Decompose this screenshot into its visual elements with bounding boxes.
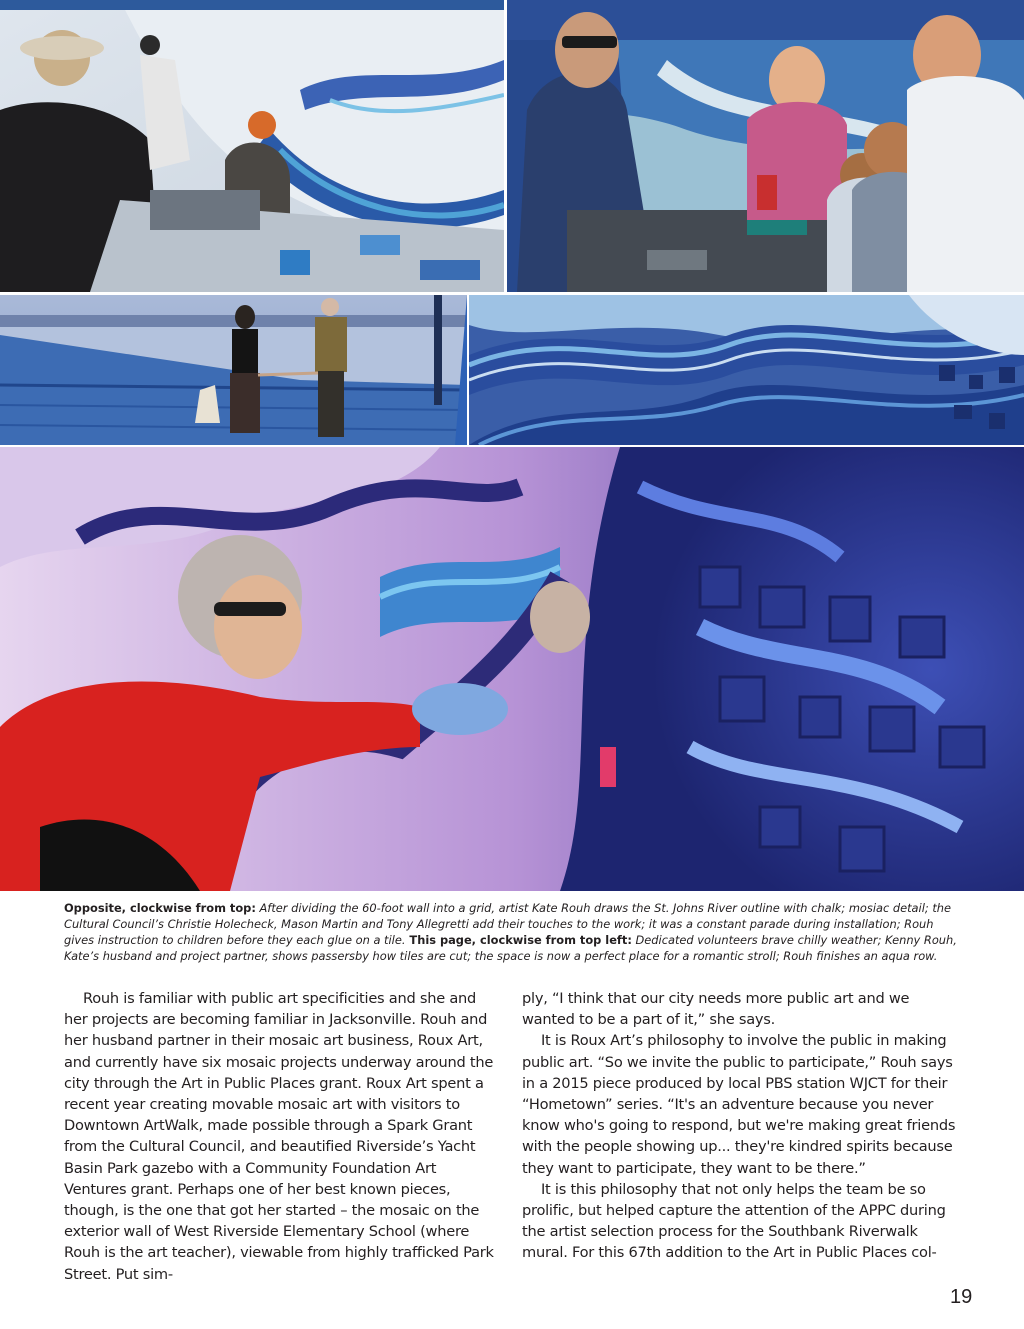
body-column-right [522,988,956,1264]
volunteers-installing-mosaic-photo [0,0,504,292]
body-column-left [64,988,498,1285]
body-paragraph: It is Roux Art’s philosophy to involve the public in making public art. “So we invite the public to participate,” Rouh says in a 2015 piece produced by local PBS station WJCT for their “Hometown” series. “It's an adventure because you never know who's going to respond, but we're making great friends with the people showing up... they're kindred spirits because they want to participate, they want to be there.” [522,1032,956,1177]
body-paragraph: Rouh is familiar with public art specificities and she and her projects are becoming familiar in Jacksonville. Rouh and her husband partner in their mosaic art business, Roux Art, and currently have six mosaic projects underway around the city through the Art in Public Places grant. Roux Art spent a recent year creating movable mosaic art with visitors to Downtown ArtWalk, made possible through a Spark Grant from the Cultural Council, and beautified Riverside’s Yacht Basin Park gazebo with a Community Foundation Art Ventures grant. Perhaps one of her best known pieces, though, is the one that got her started – the mosaic on the exterior wall of West Riverside Elementary School (where Rouh is the art teacher), viewable from highly trafficked Park Street. Put sim- [64,990,494,1283]
body-paragraph: ply, “I think that our city needs more public art and we wanted to be a part of it,” she says. [522,990,910,1029]
page-number: 19 [950,1286,973,1308]
kate-rouh-finishing-aqua-row-photo [0,447,1024,891]
caption-text-this-page: Dedicated volunteers brave chilly weather; Kenny Rouh, Kate’s husband and project partner, shows passersby how tiles are cut; the space is now a perfect place for a romantic stroll; Rouh finishes an aqua row. [64,933,957,963]
couple-strolling-riverwalk-photo [0,295,467,445]
body-paragraph: It is this philosophy that not only helps the team be so prolific, but helped capture the attention of the APPC during the artist selection process for the Southbank Riverwalk mural. For this 67th addition to the Art in Public Places col- [522,1180,946,1262]
caption-lead-this-page: This page, clockwise from top left: [405,933,632,947]
kenny-rouh-cutting-tiles-photo [507,0,1024,292]
caption-text-opposite: After dividing the 60-foot wall into a grid, artist Kate Rouh draws the St. Johns River outline with chalk; mosiac detail; the Cultural Council’s Christie Holecheck, Mason Martin and Tony Allegretti add their touches to the work; it was a constant parade during installation; Rouh gives instruction to children before they each glue on a tile. [64,901,952,947]
mosaic-wave-detail-photo [469,295,1024,445]
photo-caption [64,900,964,964]
caption-lead-opposite: Opposite, clockwise from top: [64,901,256,915]
